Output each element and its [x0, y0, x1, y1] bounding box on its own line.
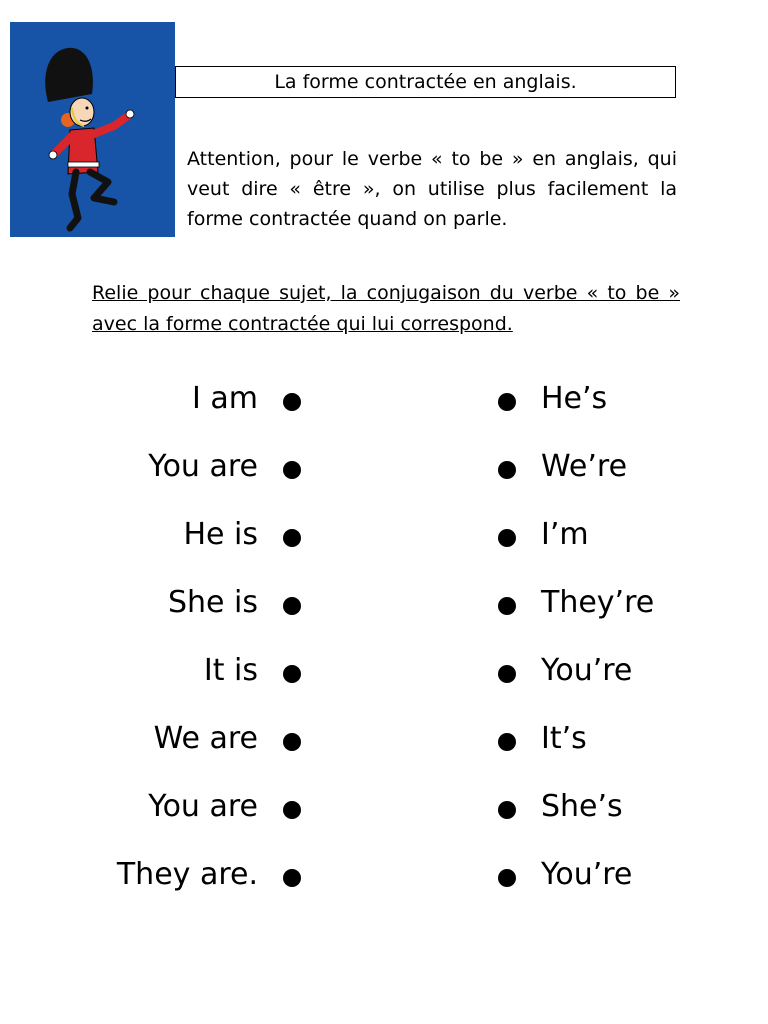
right-connector-dot[interactable] — [498, 665, 516, 683]
contracted-form: She’s — [541, 789, 623, 824]
page-title: La forme contractée en anglais. — [175, 66, 676, 98]
right-connector-dot[interactable] — [498, 529, 516, 547]
left-connector-dot[interactable] — [283, 393, 301, 411]
contracted-form: He’s — [541, 381, 608, 416]
contracted-form: It’s — [541, 721, 587, 756]
contracted-form: You’re — [541, 653, 633, 688]
left-connector-dot[interactable] — [283, 801, 301, 819]
subject-verb: He is — [183, 517, 258, 552]
right-connector-dot[interactable] — [498, 597, 516, 615]
right-connector-dot[interactable] — [498, 393, 516, 411]
left-connector-dot[interactable] — [283, 733, 301, 751]
contracted-form: We’re — [541, 449, 628, 484]
contracted-form: I’m — [541, 517, 589, 552]
left-connector-dot[interactable] — [283, 529, 301, 547]
intro-paragraph: Attention, pour le verbe « to be » en anglais, qui veut dire « être », on utilise plus facilement la forme contractée quand on parle. — [187, 148, 677, 230]
left-connector-dot[interactable] — [283, 461, 301, 479]
right-connector-dot[interactable] — [498, 733, 516, 751]
right-connector-dot[interactable] — [498, 869, 516, 887]
subject-verb: You are — [148, 789, 258, 824]
subject-verb: It is — [203, 653, 258, 688]
subject-verb: You are — [148, 449, 258, 484]
match-row — [0, 579, 768, 647]
contracted-form: You’re — [541, 857, 633, 892]
royal-guard-illustration — [10, 22, 175, 237]
match-row — [0, 375, 768, 443]
subject-verb: I am — [192, 381, 258, 416]
guard-figure — [10, 22, 175, 237]
right-connector-dot[interactable] — [498, 461, 516, 479]
match-row — [0, 851, 768, 919]
contracted-form: They’re — [541, 585, 655, 620]
right-connector-dot[interactable] — [498, 801, 516, 819]
exercise-instruction: Relie pour chaque sujet, la conjugaison du verbe « to be » avec la forme contractée qui lui correspond. — [92, 282, 680, 335]
subject-verb: She is — [167, 585, 258, 620]
left-connector-dot[interactable] — [283, 869, 301, 887]
left-connector-dot[interactable] — [283, 665, 301, 683]
match-row — [0, 443, 768, 511]
match-row — [0, 783, 768, 851]
subject-verb: We are — [153, 721, 258, 756]
left-connector-dot[interactable] — [283, 597, 301, 615]
match-row — [0, 647, 768, 715]
matching-exercise — [0, 375, 768, 919]
subject-verb: They are. — [116, 857, 258, 892]
match-row — [0, 511, 768, 579]
match-row — [0, 715, 768, 783]
